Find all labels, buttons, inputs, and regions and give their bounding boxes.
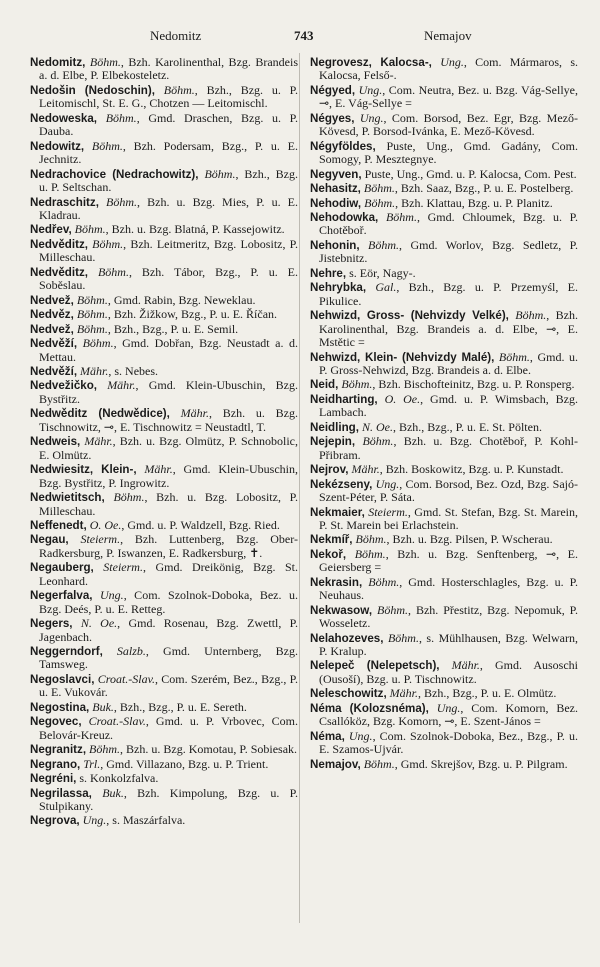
gazetteer-entry bbox=[310, 576, 578, 603]
entry-details: , Bzh. Kimpolung, Bzg. u. P. Stulpikany. bbox=[39, 785, 299, 814]
entry-details: , Com. Neutra, Bez. u. Bzg. Vág-Sellye, ⊸, E. Vág-Sellye = bbox=[319, 82, 578, 111]
entry-details: , Bzh. Bischofteinitz, Bzg. u. P. Ronsperg. bbox=[372, 377, 575, 392]
gazetteer-entry bbox=[30, 435, 298, 462]
entry-region: Mähr. bbox=[80, 363, 109, 378]
running-head-right: Nemajov bbox=[424, 28, 472, 43]
entry-headword: Nekwasow, bbox=[310, 603, 373, 617]
gazetteer-entry bbox=[30, 112, 298, 139]
gazetteer-entry bbox=[310, 687, 578, 700]
gazetteer-entry bbox=[30, 196, 298, 223]
entry-headword: Nedvežičko, bbox=[30, 379, 98, 393]
entry-region: Steierm. bbox=[368, 504, 408, 519]
gazetteer-entry bbox=[30, 56, 298, 83]
gazetteer-entry bbox=[310, 463, 578, 476]
gazetteer-entry bbox=[310, 309, 578, 349]
right-column bbox=[310, 56, 578, 772]
entry-headword: Nejrov, bbox=[310, 463, 349, 477]
entry-headword: Nekézseny, bbox=[310, 477, 373, 491]
entry-details: , Bzh., Bzg., P. u. E. Semil. bbox=[107, 321, 239, 336]
entry-region: N. Oe. bbox=[361, 419, 393, 434]
entry-headword: Nehonin, bbox=[310, 238, 360, 252]
entry-details: , Gmd. Dreikönig, Bzg. St. Leonhard. bbox=[39, 560, 298, 588]
entry-details: , Bzh. Klattau, Bzg. u. P. Planitz. bbox=[395, 195, 553, 210]
gazetteer-entry bbox=[30, 238, 298, 265]
entry-headword: Nejepin, bbox=[310, 435, 356, 449]
entry-details: , Gmd. Skrejšov, Bzg. u. P. Pilgram. bbox=[394, 756, 568, 771]
gazetteer-entry bbox=[30, 223, 298, 236]
entry-headword: Nehrybka, bbox=[310, 281, 367, 295]
entry-headword: Nedwěditz (Nedwědice), bbox=[30, 407, 170, 421]
entry-details: , Gmd. Worlov, Bzg. Sedletz, P. Jistebnitz. bbox=[319, 237, 578, 266]
entry-headword: Negrova, bbox=[30, 814, 80, 828]
entry-headword: Negrano, bbox=[30, 757, 81, 771]
gazetteer-entry bbox=[310, 758, 578, 771]
entry-headword: Nemajov, bbox=[310, 757, 361, 771]
entry-region: Gal. bbox=[375, 280, 397, 295]
entry-headword: Negauberg, bbox=[30, 561, 94, 575]
entry-headword: Négyes, bbox=[310, 111, 355, 125]
entry-headword: Négyföldes, bbox=[310, 139, 376, 153]
entry-headword: Nedvěz, bbox=[30, 308, 74, 322]
entry-headword: Nekoř, bbox=[310, 547, 347, 561]
entry-details: , Bzh. u. Bzg. Tischnowitz, ⊸, E. Tischnowitz = Neustadtl, T. bbox=[39, 406, 299, 434]
entry-headword: Nelahozeves, bbox=[310, 631, 384, 645]
entry-headword: Neid, bbox=[310, 378, 339, 392]
entry-headword: Néma, bbox=[310, 729, 345, 743]
gazetteer-entry bbox=[310, 168, 578, 181]
gazetteer-entry bbox=[30, 519, 298, 532]
gazetteer-entry bbox=[310, 730, 578, 757]
entry-headword: Nedwiesitz, Klein-, bbox=[30, 463, 137, 477]
entry-region: Ung. bbox=[440, 55, 464, 69]
gazetteer-entry bbox=[30, 715, 298, 742]
entry-headword: Nedoweska, bbox=[30, 111, 98, 125]
entry-region: Böhm. bbox=[105, 110, 137, 125]
gazetteer-entry bbox=[310, 378, 578, 391]
gazetteer-entry bbox=[30, 814, 298, 827]
entry-details: , Bzh., Bzg., P. u. E. Sereth. bbox=[113, 699, 247, 714]
entry-headword: Negoslavci, bbox=[30, 672, 95, 686]
entry-region: Böhm. bbox=[363, 181, 395, 196]
gazetteer-entry bbox=[30, 168, 298, 195]
entry-region: Ung. bbox=[348, 728, 373, 743]
entry-region: Mähr. bbox=[389, 686, 419, 701]
gazetteer-entry bbox=[30, 140, 298, 167]
page-number: 743 bbox=[294, 28, 314, 43]
entry-region: Böhm. bbox=[377, 602, 409, 617]
gazetteer-entry bbox=[30, 337, 298, 364]
entry-region: Böhm. bbox=[91, 138, 123, 153]
entry-details: , Bzh. u. Bzg. Mies, P. u. E. Kladrau. bbox=[39, 194, 298, 222]
entry-details: , Bzh. u. Bzg. Pilsen, P. Wscherau. bbox=[386, 532, 553, 547]
entry-headword: Nehwizd, Klein- (Nehvizdy Malé), bbox=[310, 350, 495, 364]
entry-headword: Nekmíř, bbox=[310, 533, 353, 547]
entry-headword: Nedvěditz, bbox=[30, 265, 88, 279]
entry-region: Böhm. bbox=[76, 321, 108, 336]
entry-headword: Nedvěditz, bbox=[30, 237, 88, 251]
entry-headword: Nedrachovice (Nedrachowitz), bbox=[30, 167, 199, 181]
entry-details: , Com. Szolnok-Doboka, Bez. u. Bzg. Deés, P. u. E. Retteg. bbox=[39, 588, 298, 616]
entry-headword: Negovec, bbox=[30, 715, 82, 729]
entry-headword: Nedvěží, bbox=[30, 337, 78, 351]
entry-region: Böhm. bbox=[368, 574, 400, 589]
entry-headword: Neidharting, bbox=[310, 392, 378, 406]
entry-region: Böhm. bbox=[74, 222, 106, 237]
entry-region: Buk. bbox=[102, 785, 124, 800]
entry-region: Böhm. bbox=[204, 166, 236, 181]
entry-region: Böhm. bbox=[354, 546, 386, 561]
gazetteer-entry bbox=[30, 561, 298, 588]
gazetteer-entry bbox=[30, 617, 298, 644]
entry-region: Croat.-Slav. bbox=[88, 714, 146, 729]
gazetteer-entry bbox=[30, 266, 298, 293]
entry-headword: Nehodiw, bbox=[310, 196, 362, 210]
entry-details: , Com. Szerém, Bez., Bzg., P. u. E. Vukovár. bbox=[39, 671, 298, 700]
entry-region: Trl. bbox=[83, 756, 101, 771]
entry-region: Ung. bbox=[100, 588, 124, 603]
entry-region: Mähr. bbox=[351, 462, 380, 477]
entry-headword: Nelepeč (Nelepetsch), bbox=[310, 659, 440, 673]
gazetteer-entry bbox=[30, 308, 298, 321]
entry-details: , Bzh., Bzg. u. P. Seltschan. bbox=[39, 166, 298, 195]
entry-region: Böhm. bbox=[89, 55, 121, 69]
gazetteer-entry bbox=[30, 589, 298, 616]
gazetteer-entry bbox=[30, 787, 298, 814]
entry-region: Böhm. bbox=[385, 209, 417, 224]
entry-details: , Gmd. Dobřan, Bzg. Neustadt a. d. Mettau. bbox=[39, 336, 298, 364]
entry-details: , Gmd. Chloumek, Bzg. u. P. Chotěboř. bbox=[319, 209, 578, 238]
entry-headword: Neleschowitz, bbox=[310, 687, 387, 701]
entry-headword: Nehre, bbox=[310, 266, 347, 280]
entry-region: Böhm. bbox=[387, 630, 419, 645]
gazetteer-entry bbox=[30, 84, 298, 111]
entry-region: Mähr. bbox=[144, 462, 173, 477]
gazetteer-entry bbox=[30, 772, 298, 785]
gazetteer-entry bbox=[30, 758, 298, 771]
entry-details: , Com. Mármaros, s. Kalocsa, Felső-. bbox=[319, 55, 579, 83]
entry-region: Böhm. bbox=[82, 336, 114, 351]
entry-headword: Nedwietitsch, bbox=[30, 491, 105, 505]
gazetteer-entry bbox=[310, 604, 578, 631]
gazetteer-entry bbox=[310, 281, 578, 308]
entry-headword: Nehwizd, Gross- (Nehvizdy Velké), bbox=[310, 309, 509, 323]
gazetteer-entry bbox=[310, 351, 578, 378]
gazetteer-entry bbox=[310, 548, 578, 575]
gazetteer-entry bbox=[30, 365, 298, 378]
entry-region: Ung. bbox=[375, 476, 400, 491]
gazetteer-entry bbox=[310, 112, 578, 139]
entry-headword: Negranitz, bbox=[30, 743, 87, 757]
entry-details: s. Konkolzfalva. bbox=[79, 771, 159, 786]
entry-headword: Negrovesz, Kalocsa-, bbox=[310, 56, 432, 69]
entry-details: , Bzh. Leitmeritz, Bzg. Lobositz, P. Milleschau. bbox=[39, 236, 298, 265]
gazetteer-entry bbox=[310, 702, 578, 729]
gazetteer-entry bbox=[30, 645, 298, 672]
entry-details: , Bzh., Bzg. u. P. Leitomischl, St. E. G., Chotzen — Leitomischl. bbox=[39, 82, 298, 111]
gazetteer-entry bbox=[310, 239, 578, 266]
entry-details: Puste, Ung., Gmd. Gadány, Com. Somogy, P. Mesztegnye. bbox=[319, 138, 579, 167]
entry-details: , Gmd. Rosenau, Bzg. Zwettl, P. Jagenbach. bbox=[39, 616, 299, 644]
entry-region: Böhm. bbox=[368, 237, 400, 252]
entry-details: , Gmd. u. P. Gross-Nehwizd, Bzg. Brandeis a. d. Elbe. bbox=[319, 349, 578, 377]
left-column bbox=[30, 56, 298, 829]
entry-details: , Bzh. Tábor, Bzg., P. u. E. Soběslau. bbox=[39, 264, 299, 293]
entry-region: Böhm. bbox=[362, 434, 394, 449]
entry-region: Mähr. bbox=[180, 406, 209, 421]
entry-details: , Gmd. St. Stefan, Bzg. St. Marein, P. St. Marein bei Erlachstein. bbox=[319, 504, 579, 532]
entry-details: , Gmd. Draschen, Bzg. u. P. Dauba. bbox=[39, 110, 299, 139]
entry-headword: Negyven, bbox=[310, 167, 362, 181]
gazetteer-entry bbox=[310, 393, 578, 420]
entry-details: , Bzh. Karolinenthal, Bzg. Brandeis a. d. Elbe, P. Elbekosteletz. bbox=[39, 55, 299, 83]
entry-headword: Nedošin (Nedoschin), bbox=[30, 83, 155, 97]
entry-region: Böhm. bbox=[89, 742, 121, 757]
entry-region: Mähr. bbox=[451, 658, 480, 673]
entry-headword: Neidling, bbox=[310, 420, 359, 434]
entry-details: , Bzh. Saaz, Bzg., P. u. E. Postelberg. bbox=[394, 181, 574, 196]
entry-details: , Gmd. Villazano, Bzg. u. P. Trient. bbox=[100, 756, 269, 771]
entry-details: , Bzh. Luttenberg, Bzg. Ober-Radkersburg, P. Iswanzen, E. Radkersburg, ✝. bbox=[39, 532, 299, 560]
entry-details: , Com. Borsod, Bez. Ozd, Bzg. Sajó-Szent-Péter, P. Sáta. bbox=[319, 476, 578, 505]
entry-region: Böhm. bbox=[355, 532, 387, 547]
entry-headword: Nekmaier, bbox=[310, 505, 365, 519]
gazetteer-entry bbox=[30, 701, 298, 714]
gazetteer-entry bbox=[30, 491, 298, 518]
entry-details: Puste, Ung., Gmd. u. P. Kalocsa, Com. Pest. bbox=[364, 166, 577, 181]
entry-details: , Bzh. Podersam, Bzg., P. u. E. Jechnitz. bbox=[39, 138, 298, 167]
entry-region: Böhm. bbox=[363, 756, 395, 771]
entry-details: , Com. Borsod, Bez. Egr, Bzg. Mező-Kövesd, P. Borsod-Ivánka, E. Mező-Kövesd. bbox=[319, 110, 578, 139]
gazetteer-entry bbox=[310, 435, 578, 462]
entry-region: O. Oe. bbox=[384, 391, 421, 406]
entry-details: , Bzh. Karolinenthal, Bzg. Brandeis a. d. Elbe, ⊸, E. Mstětic = bbox=[319, 308, 578, 350]
entry-headword: Nedvež, bbox=[30, 293, 74, 307]
entry-details: , Gmd. Klein-Ubuschin, Bzg. Bystřitz. bbox=[39, 378, 299, 406]
entry-region: Ung. bbox=[359, 110, 384, 125]
entry-details: , Bzh. Přestitz, Bzg. Nepomuk, P. Wosseletz. bbox=[319, 602, 579, 631]
entry-details: , Bzh., Bzg., P. u. E. St. Pölten. bbox=[392, 419, 542, 434]
entry-region: Salzb. bbox=[116, 644, 146, 659]
entry-headword: Nedomitz, bbox=[30, 56, 86, 69]
entry-headword: Nehasitz, bbox=[310, 182, 361, 196]
entry-region: Böhm. bbox=[92, 236, 124, 251]
gazetteer-entry bbox=[310, 140, 578, 167]
gazetteer-entry bbox=[310, 478, 578, 505]
gazetteer-entry bbox=[30, 294, 298, 307]
gazetteer-entry bbox=[30, 323, 298, 336]
entry-details: , Gmd. u. P. Vrbovec, Com. Belovár-Kreuz. bbox=[39, 714, 299, 742]
entry-region: N. Oe. bbox=[80, 616, 118, 631]
entry-region: Böhm. bbox=[498, 349, 530, 364]
entry-region: Ung. bbox=[436, 700, 461, 715]
entry-details: s. Eör, Nagy-. bbox=[349, 265, 416, 280]
entry-region: Buk. bbox=[92, 699, 114, 714]
column-divider bbox=[299, 53, 300, 923]
entry-region: Böhm. bbox=[113, 490, 145, 505]
entry-region: Böhm. bbox=[76, 292, 108, 307]
entry-headword: Negréni, bbox=[30, 772, 77, 786]
entry-headword: Negostina, bbox=[30, 700, 90, 714]
gazetteer-entry bbox=[310, 267, 578, 280]
gazetteer-entry bbox=[30, 533, 298, 560]
gazetteer-entry bbox=[310, 659, 578, 686]
gazetteer-entry bbox=[30, 407, 298, 434]
entry-details: , Bzh. u. Bzg. Senftenberg, ⊸, E. Geiersberg = bbox=[319, 546, 579, 575]
entry-region: Böhm. bbox=[341, 377, 373, 392]
entry-headword: Negers, bbox=[30, 617, 73, 631]
entry-headword: Nedweis, bbox=[30, 435, 81, 449]
entry-details: , Bzh. Žižkow, Bzg., P. u. E. Říčan. bbox=[107, 307, 278, 322]
entry-details: , Gmd. Klein-Ubuschin, Bzg. Bystřitz, P. Ingrowitz. bbox=[39, 462, 299, 490]
gazetteer-entry bbox=[30, 463, 298, 490]
entry-region: Mähr. bbox=[84, 434, 113, 449]
gazetteer-entry bbox=[30, 379, 298, 406]
entry-details: , Bzh. Boskowitz, Bzg. u. P. Kunstadt. bbox=[379, 462, 564, 477]
gazetteer-entry bbox=[310, 182, 578, 195]
entry-details: , Gmd. u. P. Wimsbach, Bzg. Lambach. bbox=[319, 391, 578, 420]
entry-headword: Nedvež, bbox=[30, 322, 74, 336]
entry-region: Croat.-Slav. bbox=[97, 671, 156, 686]
entry-region: Böhm. bbox=[515, 308, 547, 323]
gazetteer-entry bbox=[310, 632, 578, 659]
entry-headword: Negau, bbox=[30, 533, 69, 547]
entry-details: , Gmd. u. P. Waldzell, Bzg. Ried. bbox=[121, 517, 280, 532]
entry-details: , Bzh., Bzg. u. P. Przemyśl, E. Pikulice. bbox=[319, 280, 578, 308]
gazetteer-entry bbox=[30, 743, 298, 756]
entry-region: Ung. bbox=[82, 813, 107, 828]
entry-details: , Bzh. u. Bzg. Olmütz, P. Schnobolic, E. Olmütz. bbox=[39, 434, 298, 462]
entry-details: , Com. Szolnok-Doboka, Bez., Bzg., P. u. E. Szamos-Ujvár. bbox=[319, 728, 578, 757]
entry-details: , s. Maszárfalva. bbox=[106, 813, 186, 828]
entry-headword: Nekrasin, bbox=[310, 575, 363, 589]
gazetteer-entry bbox=[310, 533, 578, 546]
entry-headword: Neffenedt, bbox=[30, 518, 87, 532]
entry-details: , Bzh. u. Bzg. Lobositz, P. Milleschau. bbox=[39, 490, 299, 518]
entry-headword: Nedraschitz, bbox=[30, 195, 99, 209]
entry-details: , Com. Komorn, Bez. Csallóköz, Bzg. Komorn, ⊸, E. Szent-János = bbox=[319, 700, 578, 729]
entry-region: Böhm. bbox=[163, 82, 195, 97]
entry-region: Ung. bbox=[358, 82, 383, 97]
entry-headword: Negrilassa, bbox=[30, 786, 92, 800]
entry-headword: Négyed, bbox=[310, 83, 356, 97]
entry-details: , Gmd. Ausoschi (Ousoší), Bzg. u. P. Tischnowitz. bbox=[319, 658, 578, 686]
entry-details: , Bzh., Bzg., P. u. E. Olmütz. bbox=[418, 686, 557, 701]
entry-headword: Negerfalva, bbox=[30, 589, 93, 603]
entry-details: , Gmd. Hosterschlagles, Bzg. u. P. Neuhaus. bbox=[319, 574, 579, 603]
entry-details: , s. Nebes. bbox=[108, 363, 159, 378]
running-head-left: Nedomitz bbox=[150, 28, 202, 43]
gazetteer-entry bbox=[310, 56, 578, 83]
entry-headword: Nedřev, bbox=[30, 223, 72, 237]
entry-region: O. Oe. bbox=[89, 517, 122, 532]
entry-region: Böhm. bbox=[364, 195, 396, 210]
gazetteer-entry bbox=[310, 211, 578, 238]
entry-headword: Nedowitz, bbox=[30, 139, 85, 153]
entry-region: Böhm. bbox=[97, 264, 129, 279]
gazetteer-entry bbox=[310, 197, 578, 210]
entry-region: Steierm. bbox=[80, 532, 121, 547]
gazetteer-entry bbox=[30, 673, 298, 700]
entry-region: Steierm. bbox=[103, 560, 143, 575]
entry-headword: Neggerndorf, bbox=[30, 645, 103, 659]
gazetteer-entry bbox=[310, 84, 578, 111]
entry-headword: Néma (Kolozsnéma), bbox=[310, 701, 429, 715]
entry-details: , Bzh. u. Bzg. Chotěboř, P. Kohl-Přibram. bbox=[319, 434, 578, 462]
entry-details: , Bzh. u. Bzg. Komotau, P. Sobiesak. bbox=[120, 742, 298, 757]
entry-region: Mähr. bbox=[107, 378, 136, 393]
entry-headword: Nehodowka, bbox=[310, 210, 379, 224]
entry-region: Böhm. bbox=[106, 194, 138, 209]
entry-details: , Bzh. u. Bzg. Blatná, P. Kassejowitz. bbox=[105, 222, 285, 237]
gazetteer-entry bbox=[310, 421, 578, 434]
entry-details: , Gmd. Unternberg, Bzg. Tamsweg. bbox=[39, 644, 298, 672]
entry-details: , Gmd. Rabin, Bzg. Neweklau. bbox=[107, 292, 256, 307]
entry-region: Böhm. bbox=[76, 307, 108, 322]
entry-headword: Nedvěží, bbox=[30, 364, 78, 378]
gazetteer-entry bbox=[310, 506, 578, 533]
entry-details: , s. Mühlhausen, Bzg. Welwarn, P. Kralup. bbox=[319, 630, 579, 659]
